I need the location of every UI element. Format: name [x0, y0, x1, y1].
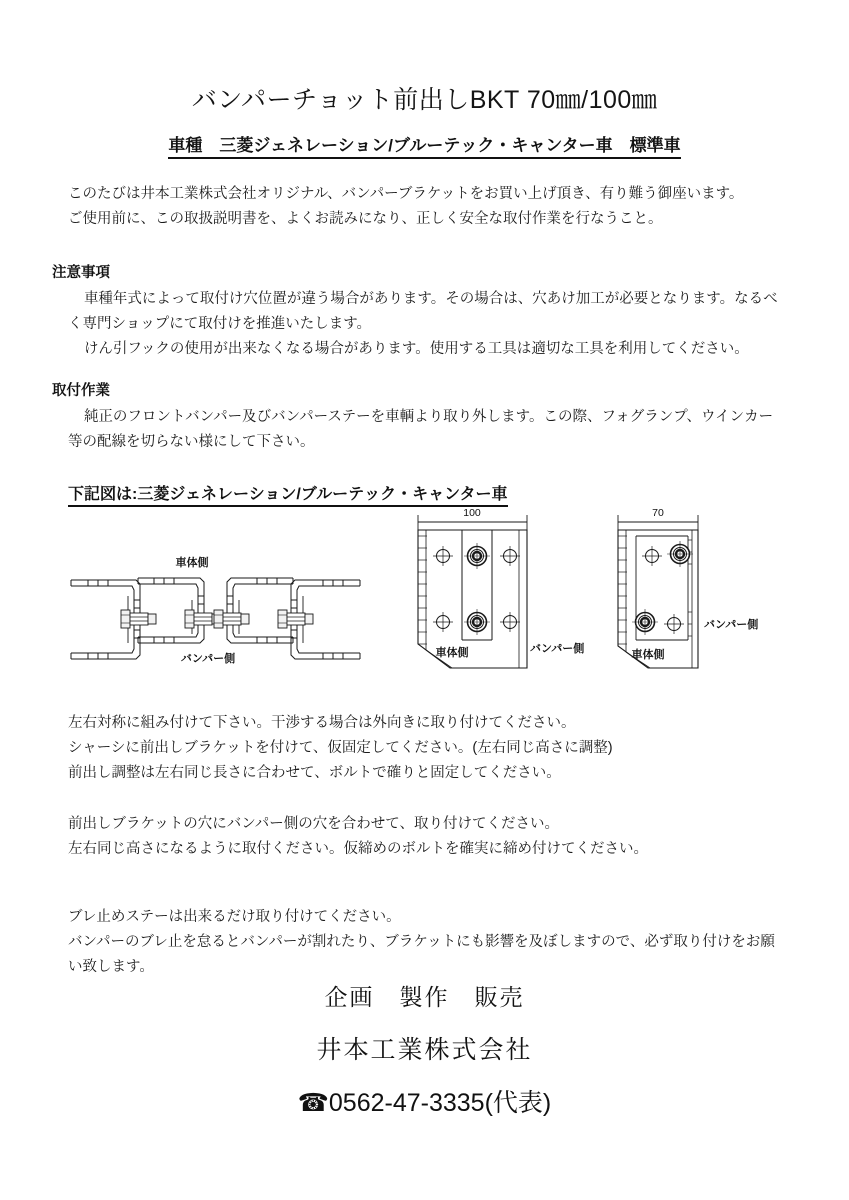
- profile-label-body-side: 車体側: [175, 557, 209, 569]
- bracket-1-bolt: [121, 610, 156, 628]
- page-subtitle: [0, 131, 849, 156]
- intro-line-1: このたびは井本工業株式会社オリジナル、バンパーブラケットをお買い上げ頂き、有り難う御座います。: [68, 186, 744, 202]
- step-1-1: 左右対称に組み付けて下さい。干渉する場合は外向きに取り付けてください。: [68, 715, 576, 731]
- profile-label-bumper-side: バンパー側: [180, 653, 236, 665]
- step-2-2: 左右同じ高さになるように取付ください。仮締めのボルトを確実に締め付けてください。: [68, 841, 648, 857]
- installation-block: [68, 405, 784, 455]
- bracket-3-bolt: [214, 610, 249, 628]
- footer-roles: 企画 製作 販売: [324, 984, 525, 1010]
- footer-company-name: 井本工業株式会社: [316, 1036, 533, 1064]
- installation-heading: 取付作業: [52, 383, 110, 399]
- bracket-diagram-group: [40, 500, 810, 700]
- plate-70-label-body-side: 車体側: [631, 649, 665, 661]
- step-2-1: 前出しブラケットの穴にバンパー側の穴を合わせて、取り付けてください。: [68, 816, 559, 832]
- step-3-1: ブレ止めステーは出来るだけ取り付けてください。: [68, 909, 401, 925]
- plate-100-dimension-label: 100: [463, 507, 481, 519]
- figure-caption-text: 下記図は:三菱ジェネレーション/ブルーテック・キャンター車: [68, 486, 508, 507]
- intro-block: [68, 182, 784, 232]
- plate-70-view: [618, 507, 758, 668]
- precautions-paragraph-1: 車種年式によって取付け穴位置が違う場合があります。その場合は、穴あけ加工が必要となります。なるべく専門ショップにて取付けを推進いたします。: [68, 291, 778, 332]
- precautions-block: [68, 287, 784, 362]
- precautions-paragraph-2: けん引フックの使用が出来なくなる場合があります。使用する工具は適切な工具を利用してください。: [83, 341, 749, 357]
- intro-line-2: ご使用前に、この取扱説明書を、よくお読みになり、正しく安全な取付作業を行なうこと。: [68, 211, 663, 227]
- steps-group-2: [68, 812, 784, 862]
- plate-100-label-bumper-side: バンパー側: [530, 643, 585, 655]
- plate-100-view: [418, 507, 584, 668]
- footer-phone-number: ☎0562-47-3335(代表): [297, 1089, 552, 1117]
- step-3-2: バンパーのブレ止を怠るとバンパーが割れたり、ブラケットにも影響を及ぼしますので、必ず取り付けをお願い致します。: [68, 934, 775, 975]
- plate-70-dimension-label: 70: [652, 507, 664, 519]
- plate-100-label-body-side: 車体側: [435, 647, 469, 659]
- plate-70-label-bumper-side: バンパー側: [704, 619, 759, 631]
- bracket-diagram-svg: [40, 500, 810, 700]
- steps-group-3: [68, 905, 784, 980]
- step-1-2: シャーシに前出しブラケットを付けて、仮固定してください。(左右同じ高さに調整): [68, 740, 613, 756]
- page-subtitle-text: 車種 三菱ジェネレーション/ブルーテック・キャンター車 標準車: [168, 136, 680, 159]
- installation-paragraph-1: 純正のフロントバンパー及びバンパーステーを車輌より取り外します。この際、フォグランプ、ウインカー等の配線を切らない様にして下さい。: [68, 409, 774, 450]
- precautions-heading: 注意事項: [52, 265, 110, 281]
- page-title: バンパーチョット前出しBKT 70㎜/100㎜: [191, 86, 658, 114]
- steps-group-1: [68, 711, 784, 786]
- step-1-3: 前出し調整は左右同じ長さに合わせて、ボルトで確りと固定してください。: [68, 765, 561, 781]
- bracket-4-bolt: [278, 610, 313, 628]
